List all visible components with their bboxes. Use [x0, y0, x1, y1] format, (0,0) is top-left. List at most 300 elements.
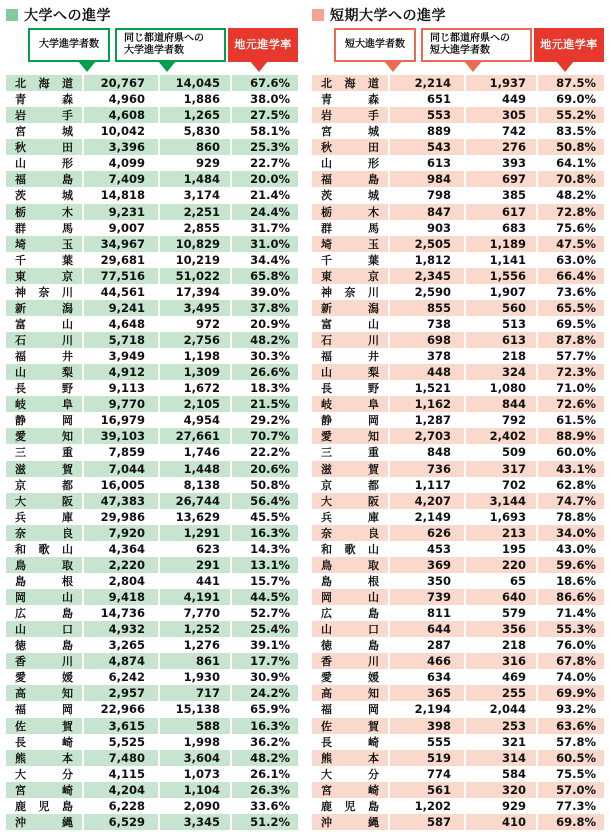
prefecture-name: 愛 媛 [312, 669, 388, 685]
same-prefecture-count: 1,080 [466, 380, 536, 396]
table-row [6, 412, 298, 428]
prefecture-name: 山 梨 [6, 364, 82, 380]
local-rate: 59.6% [538, 557, 604, 573]
entrants-count: 3,615 [84, 718, 158, 734]
local-rate: 64.1% [538, 155, 604, 171]
same-prefecture-count: 588 [160, 718, 230, 734]
same-prefecture-count: 305 [466, 107, 536, 123]
same-prefecture-count: 613 [466, 332, 536, 348]
entrants-count: 6,529 [84, 814, 158, 830]
table-row [312, 316, 604, 332]
table-row [6, 509, 298, 525]
callout-pointer-icon [464, 61, 482, 72]
entrants-count: 6,242 [84, 669, 158, 685]
same-prefecture-count: 26,744 [160, 493, 230, 509]
entrants-count: 39,103 [84, 428, 158, 444]
entrants-count: 736 [390, 461, 464, 477]
column-headers [312, 28, 604, 72]
table-row [6, 75, 298, 91]
entrants-count: 6,228 [84, 798, 158, 814]
prefecture-name: 沖 縄 [312, 814, 388, 830]
entrants-count: 2,804 [84, 573, 158, 589]
same-prefecture-count: 321 [466, 734, 536, 750]
local-rate: 16.3% [232, 525, 298, 541]
local-rate: 33.6% [232, 798, 298, 814]
local-rate: 50.8% [538, 139, 604, 155]
table-row [6, 525, 298, 541]
local-rate: 25.3% [232, 139, 298, 155]
table-row [6, 204, 298, 220]
table-row [312, 91, 604, 107]
local-rate: 21.5% [232, 396, 298, 412]
local-rate: 30.9% [232, 669, 298, 685]
same-prefecture-count: 7,770 [160, 605, 230, 621]
local-rate: 43.1% [538, 461, 604, 477]
table-row [6, 718, 298, 734]
local-rate: 87.5% [538, 75, 604, 91]
entrants-count: 626 [390, 525, 464, 541]
local-rate: 27.5% [232, 107, 298, 123]
entrants-count: 613 [390, 155, 464, 171]
table-row [312, 685, 604, 701]
prefecture-name: 広 島 [6, 605, 82, 621]
entrants-count: 16,979 [84, 412, 158, 428]
entrants-count: 34,967 [84, 236, 158, 252]
table-row [312, 653, 604, 669]
entrants-count: 5,718 [84, 332, 158, 348]
same-prefecture-count: 697 [466, 171, 536, 187]
local-rate: 74.0% [538, 669, 604, 685]
header-entrants [334, 28, 416, 62]
local-rate: 44.5% [232, 589, 298, 605]
prefecture-name: 新 潟 [312, 300, 388, 316]
table-row [312, 348, 604, 364]
prefecture-name: 茨 城 [6, 187, 82, 203]
table-row [6, 252, 298, 268]
entrants-count: 398 [390, 718, 464, 734]
prefecture-name: 宮 崎 [312, 782, 388, 798]
local-rate: 93.2% [538, 701, 604, 717]
local-rate: 20.0% [232, 171, 298, 187]
prefecture-name: 埼 玉 [6, 236, 82, 252]
same-prefecture-count: 3,495 [160, 300, 230, 316]
entrants-count: 1,162 [390, 396, 464, 412]
prefecture-name: 徳 島 [312, 637, 388, 653]
same-prefecture-count: 276 [466, 139, 536, 155]
local-rate: 78.8% [538, 509, 604, 525]
section-title [312, 0, 604, 24]
prefecture-name: 広 島 [312, 605, 388, 621]
same-prefecture-count: 51,022 [160, 268, 230, 284]
prefecture-name: 福 岡 [6, 701, 82, 717]
prefecture-name: 岩 手 [312, 107, 388, 123]
entrants-count: 3,396 [84, 139, 158, 155]
table-row [6, 557, 298, 573]
prefecture-name: 高 知 [312, 685, 388, 701]
local-rate: 24.4% [232, 204, 298, 220]
prefecture-name: 神 奈 川 [6, 284, 82, 300]
same-prefecture-count: 623 [160, 541, 230, 557]
table-row [6, 669, 298, 685]
local-rate: 55.2% [538, 107, 604, 123]
prefecture-name: 長 野 [312, 380, 388, 396]
local-rate: 69.9% [538, 685, 604, 701]
same-prefecture-count: 441 [160, 573, 230, 589]
section-accent-square-icon [312, 9, 324, 21]
entrants-count: 4,099 [84, 155, 158, 171]
prefecture-name: 福 井 [6, 348, 82, 364]
entrants-count: 519 [390, 750, 464, 766]
prefecture-name: 鳥 取 [312, 557, 388, 573]
same-prefecture-count: 513 [466, 316, 536, 332]
header-entrants-label: 大学進学者数 [39, 38, 99, 50]
same-prefecture-count: 929 [466, 798, 536, 814]
entrants-count: 644 [390, 621, 464, 637]
prefecture-name: 石 川 [6, 332, 82, 348]
prefecture-name: 静 岡 [6, 412, 82, 428]
same-prefecture-count: 1,746 [160, 444, 230, 460]
prefecture-name: 佐 賀 [312, 718, 388, 734]
prefecture-name: 京 都 [6, 477, 82, 493]
local-rate: 72.3% [538, 364, 604, 380]
table-row [312, 701, 604, 717]
same-prefecture-count: 844 [466, 396, 536, 412]
table-row [312, 300, 604, 316]
local-rate: 55.3% [538, 621, 604, 637]
prefecture-name: 兵 庫 [312, 509, 388, 525]
same-prefecture-count: 1,937 [466, 75, 536, 91]
entrants-count: 855 [390, 300, 464, 316]
same-prefecture-count: 2,402 [466, 428, 536, 444]
header-local-rate-badge [228, 28, 298, 62]
same-prefecture-count: 2,090 [160, 798, 230, 814]
same-prefecture-count: 742 [466, 123, 536, 139]
table-row [6, 348, 298, 364]
entrants-count: 7,409 [84, 171, 158, 187]
prefecture-name: 千 葉 [6, 252, 82, 268]
entrants-count: 14,736 [84, 605, 158, 621]
local-rate: 57.7% [538, 348, 604, 364]
entrants-count: 466 [390, 653, 464, 669]
table-row [312, 461, 604, 477]
prefecture-name: 滋 賀 [6, 461, 82, 477]
table-row [312, 236, 604, 252]
table-row [312, 734, 604, 750]
entrants-count: 2,194 [390, 701, 464, 717]
entrants-count: 5,525 [84, 734, 158, 750]
same-prefecture-count: 218 [466, 637, 536, 653]
same-prefecture-count: 195 [466, 541, 536, 557]
local-rate: 34.4% [232, 252, 298, 268]
prefecture-name: 鳥 取 [6, 557, 82, 573]
prefecture-name: 長 崎 [312, 734, 388, 750]
local-rate: 22.2% [232, 444, 298, 460]
same-prefecture-count: 13,629 [160, 509, 230, 525]
prefecture-name: 宮 城 [6, 123, 82, 139]
same-prefecture-count: 4,191 [160, 589, 230, 605]
local-rate: 76.0% [538, 637, 604, 653]
entrants-count: 739 [390, 589, 464, 605]
table-body [6, 75, 298, 830]
entrants-count: 587 [390, 814, 464, 830]
table-row [6, 637, 298, 653]
local-rate: 77.3% [538, 798, 604, 814]
table-row [312, 477, 604, 493]
prefecture-name: 兵 庫 [6, 509, 82, 525]
same-prefecture-count: 683 [466, 220, 536, 236]
table-row [312, 525, 604, 541]
local-rate: 26.6% [232, 364, 298, 380]
entrants-count: 365 [390, 685, 464, 701]
local-rate: 72.8% [538, 204, 604, 220]
header-same-prefecture-line2: 短大進学者数 [430, 45, 490, 56]
local-rate: 39.1% [232, 637, 298, 653]
local-rate: 31.7% [232, 220, 298, 236]
local-rate: 50.8% [232, 477, 298, 493]
local-rate: 56.4% [232, 493, 298, 509]
local-rate: 70.7% [232, 428, 298, 444]
local-rate: 20.6% [232, 461, 298, 477]
local-rate: 60.0% [538, 444, 604, 460]
local-rate: 18.6% [538, 573, 604, 589]
table-row [312, 139, 604, 155]
prefecture-name: 新 潟 [6, 300, 82, 316]
prefecture-name: 富 山 [312, 316, 388, 332]
entrants-count: 20,767 [84, 75, 158, 91]
junior-college-table-panel [312, 0, 604, 830]
entrants-count: 7,920 [84, 525, 158, 541]
same-prefecture-count: 14,045 [160, 75, 230, 91]
local-rate: 67.8% [538, 653, 604, 669]
same-prefecture-count: 1,998 [160, 734, 230, 750]
table-row [312, 573, 604, 589]
table-row [6, 139, 298, 155]
same-prefecture-count: 1,291 [160, 525, 230, 541]
prefecture-name: 島 根 [312, 573, 388, 589]
prefecture-name: 奈 良 [312, 525, 388, 541]
entrants-count: 4,648 [84, 316, 158, 332]
table-row [6, 814, 298, 830]
prefecture-name: 群 馬 [312, 220, 388, 236]
table-row [6, 91, 298, 107]
entrants-count: 4,960 [84, 91, 158, 107]
prefecture-name: 三 重 [6, 444, 82, 460]
prefecture-name: 岩 手 [6, 107, 82, 123]
entrants-count: 4,115 [84, 766, 158, 782]
local-rate: 16.3% [232, 718, 298, 734]
entrants-count: 2,220 [84, 557, 158, 573]
prefecture-name: 和 歌 山 [6, 541, 82, 557]
same-prefecture-count: 1,104 [160, 782, 230, 798]
local-rate: 39.0% [232, 284, 298, 300]
table-row [312, 589, 604, 605]
local-rate: 65.9% [232, 701, 298, 717]
entrants-count: 634 [390, 669, 464, 685]
same-prefecture-count: 10,829 [160, 236, 230, 252]
entrants-count: 4,608 [84, 107, 158, 123]
local-rate: 60.5% [538, 750, 604, 766]
same-prefecture-count: 2,855 [160, 220, 230, 236]
table-row [312, 782, 604, 798]
entrants-count: 543 [390, 139, 464, 155]
entrants-count: 350 [390, 573, 464, 589]
prefecture-name: 熊 本 [6, 750, 82, 766]
prefecture-name: 富 山 [6, 316, 82, 332]
callout-pointer-icon [384, 61, 402, 72]
prefecture-name: 東 京 [312, 268, 388, 284]
table-row [312, 332, 604, 348]
same-prefecture-count: 385 [466, 187, 536, 203]
same-prefecture-count: 792 [466, 412, 536, 428]
table-row [312, 428, 604, 444]
table-row [312, 380, 604, 396]
prefecture-name: 大 分 [312, 766, 388, 782]
entrants-count: 3,265 [84, 637, 158, 653]
table-row [6, 300, 298, 316]
local-rate: 88.9% [538, 428, 604, 444]
entrants-count: 9,007 [84, 220, 158, 236]
same-prefecture-count: 1,484 [160, 171, 230, 187]
entrants-count: 2,214 [390, 75, 464, 91]
prefecture-name: 長 野 [6, 380, 82, 396]
prefecture-name: 佐 賀 [6, 718, 82, 734]
table-row [6, 123, 298, 139]
same-prefecture-count: 469 [466, 669, 536, 685]
header-same-prefecture [115, 28, 226, 62]
table-row [312, 621, 604, 637]
same-prefecture-count: 3,174 [160, 187, 230, 203]
table-row [6, 750, 298, 766]
local-rate: 45.5% [232, 509, 298, 525]
table-row [6, 589, 298, 605]
entrants-count: 22,966 [84, 701, 158, 717]
prefecture-name: 静 岡 [312, 412, 388, 428]
entrants-count: 44,561 [84, 284, 158, 300]
local-rate: 65.5% [538, 300, 604, 316]
same-prefecture-count: 2,044 [466, 701, 536, 717]
table-row [312, 766, 604, 782]
header-same-prefecture [421, 28, 532, 62]
prefecture-name: 滋 賀 [312, 461, 388, 477]
same-prefecture-count: 972 [160, 316, 230, 332]
table-row [6, 782, 298, 798]
table-row [6, 220, 298, 236]
table-row [6, 621, 298, 637]
same-prefecture-count: 617 [466, 204, 536, 220]
table-row [6, 380, 298, 396]
prefecture-name: 福 島 [312, 171, 388, 187]
table-row [6, 734, 298, 750]
entrants-count: 47,383 [84, 493, 158, 509]
local-rate: 29.2% [232, 412, 298, 428]
prefecture-name: 愛 媛 [6, 669, 82, 685]
prefecture-name: 秋 田 [312, 139, 388, 155]
entrants-count: 811 [390, 605, 464, 621]
table-row [312, 268, 604, 284]
table-row [312, 493, 604, 509]
same-prefecture-count: 291 [160, 557, 230, 573]
same-prefecture-count: 356 [466, 621, 536, 637]
table-row [6, 685, 298, 701]
same-prefecture-count: 320 [466, 782, 536, 798]
table-row [312, 637, 604, 653]
entrants-count: 7,044 [84, 461, 158, 477]
table-row [6, 798, 298, 814]
prefecture-name: 栃 木 [312, 204, 388, 220]
same-prefecture-count: 1,907 [466, 284, 536, 300]
same-prefecture-count: 1,309 [160, 364, 230, 380]
entrants-count: 2,957 [84, 685, 158, 701]
local-rate: 69.0% [538, 91, 604, 107]
local-rate: 67.6% [232, 75, 298, 91]
prefecture-name: 愛 知 [6, 428, 82, 444]
local-rate: 15.7% [232, 573, 298, 589]
local-rate: 13.1% [232, 557, 298, 573]
entrants-count: 2,703 [390, 428, 464, 444]
entrants-count: 561 [390, 782, 464, 798]
same-prefecture-count: 1,198 [160, 348, 230, 364]
table-row [312, 220, 604, 236]
table-row [6, 364, 298, 380]
prefecture-name: 山 口 [6, 621, 82, 637]
same-prefecture-count: 1,141 [466, 252, 536, 268]
table-row [312, 187, 604, 203]
entrants-count: 2,345 [390, 268, 464, 284]
local-rate: 14.3% [232, 541, 298, 557]
entrants-count: 1,202 [390, 798, 464, 814]
table-row [312, 509, 604, 525]
prefecture-name: 栃 木 [6, 204, 82, 220]
header-entrants-label: 短大進学者数 [345, 38, 405, 50]
table-row [6, 573, 298, 589]
table-row [312, 123, 604, 139]
table-row [6, 605, 298, 621]
same-prefecture-count: 449 [466, 91, 536, 107]
table-row [6, 316, 298, 332]
table-row [312, 171, 604, 187]
callout-pointer-icon [78, 61, 96, 72]
table-row [312, 204, 604, 220]
prefecture-name: 長 崎 [6, 734, 82, 750]
local-rate: 65.8% [232, 268, 298, 284]
table-row [312, 412, 604, 428]
table-row [6, 396, 298, 412]
local-rate: 71.4% [538, 605, 604, 621]
table-row [6, 541, 298, 557]
entrants-count: 9,418 [84, 589, 158, 605]
entrants-count: 7,480 [84, 750, 158, 766]
prefecture-name: 三 重 [312, 444, 388, 460]
local-rate: 69.5% [538, 316, 604, 332]
local-rate: 72.6% [538, 396, 604, 412]
same-prefecture-count: 1,276 [160, 637, 230, 653]
local-rate: 38.0% [232, 91, 298, 107]
table-row [312, 364, 604, 380]
prefecture-name: 香 川 [312, 653, 388, 669]
entrants-count: 369 [390, 557, 464, 573]
entrants-count: 698 [390, 332, 464, 348]
table-row [6, 284, 298, 300]
header-same-prefecture-line1: 同じ都道府県への [124, 32, 204, 44]
same-prefecture-count: 702 [466, 477, 536, 493]
prefecture-name: 大 阪 [312, 493, 388, 509]
section-title-label: 短期大学への進学 [330, 7, 446, 24]
table-row [312, 750, 604, 766]
entrants-count: 3,949 [84, 348, 158, 364]
entrants-count: 7,859 [84, 444, 158, 460]
prefecture-name: 茨 城 [312, 187, 388, 203]
same-prefecture-count: 1,672 [160, 380, 230, 396]
